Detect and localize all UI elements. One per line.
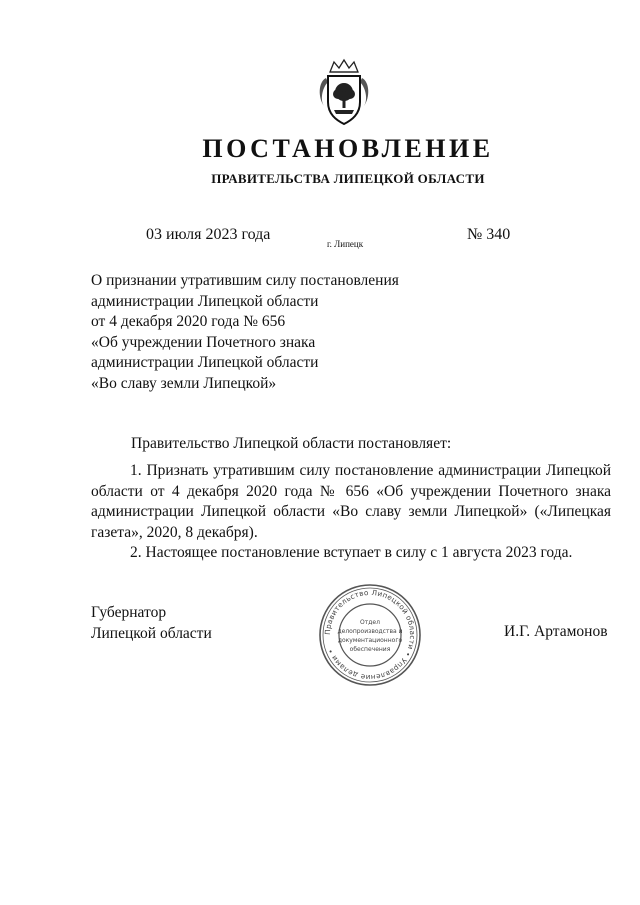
document-body (91, 461, 611, 564)
lipetsk-coat-of-arms-icon (316, 58, 372, 126)
stamp-outer-text: Правительство Липецкой области • Управление делами • (322, 587, 418, 683)
stamp-inner-line: обеспечения (349, 646, 391, 653)
signatory-position (91, 602, 212, 644)
document-title: ПОСТАНОВЛЕНИЕ (202, 134, 494, 163)
heading-line: администрации Липецкой области (91, 292, 319, 310)
body-paragraph: 1. Признать утратившим силу постановление администрации Липецкой области от 4 декабря 2020 года № 656 «Об учреждении Почетного знака администрации Липецкой области «Во славу земли Липецкой» («Липецкая газета», 2020, 8 декабря). (91, 462, 611, 541)
document-date: 03 июля 2023 года (146, 226, 271, 243)
document-subtitle: ПРАВИТЕЛЬСТВА ЛИПЕЦКОЙ ОБЛАСТИ (211, 171, 485, 186)
body-paragraph: 2. Настоящее постановление вступает в силу с 1 августа 2023 года. (130, 544, 573, 561)
position-line: Липецкой области (91, 625, 212, 642)
document-heading (91, 271, 399, 394)
document-city: г. Липецк (327, 239, 364, 249)
heading-line: О признании утратившим силу постановления (91, 272, 399, 289)
signatory-name: И.Г. Артамонов (504, 623, 608, 640)
stamp-inner-line: делопроизводства и (337, 628, 403, 635)
heading-line: «Во славу земли Липецкой» (91, 374, 277, 392)
heading-line: от 4 декабря 2020 года № 656 (91, 313, 286, 330)
heading-line: «Об учреждении Почетного знака (91, 333, 316, 351)
official-stamp-icon (318, 583, 422, 687)
document-number: № 340 (467, 226, 511, 243)
position-line: Губернатор (91, 604, 167, 621)
stamp-inner-line: Отдел (360, 619, 380, 626)
heading-line: администрации Липецкой области (91, 354, 319, 371)
preamble: Правительство Липецкой области постановляет: (131, 435, 452, 452)
stamp-inner-line: документационного (337, 637, 403, 644)
